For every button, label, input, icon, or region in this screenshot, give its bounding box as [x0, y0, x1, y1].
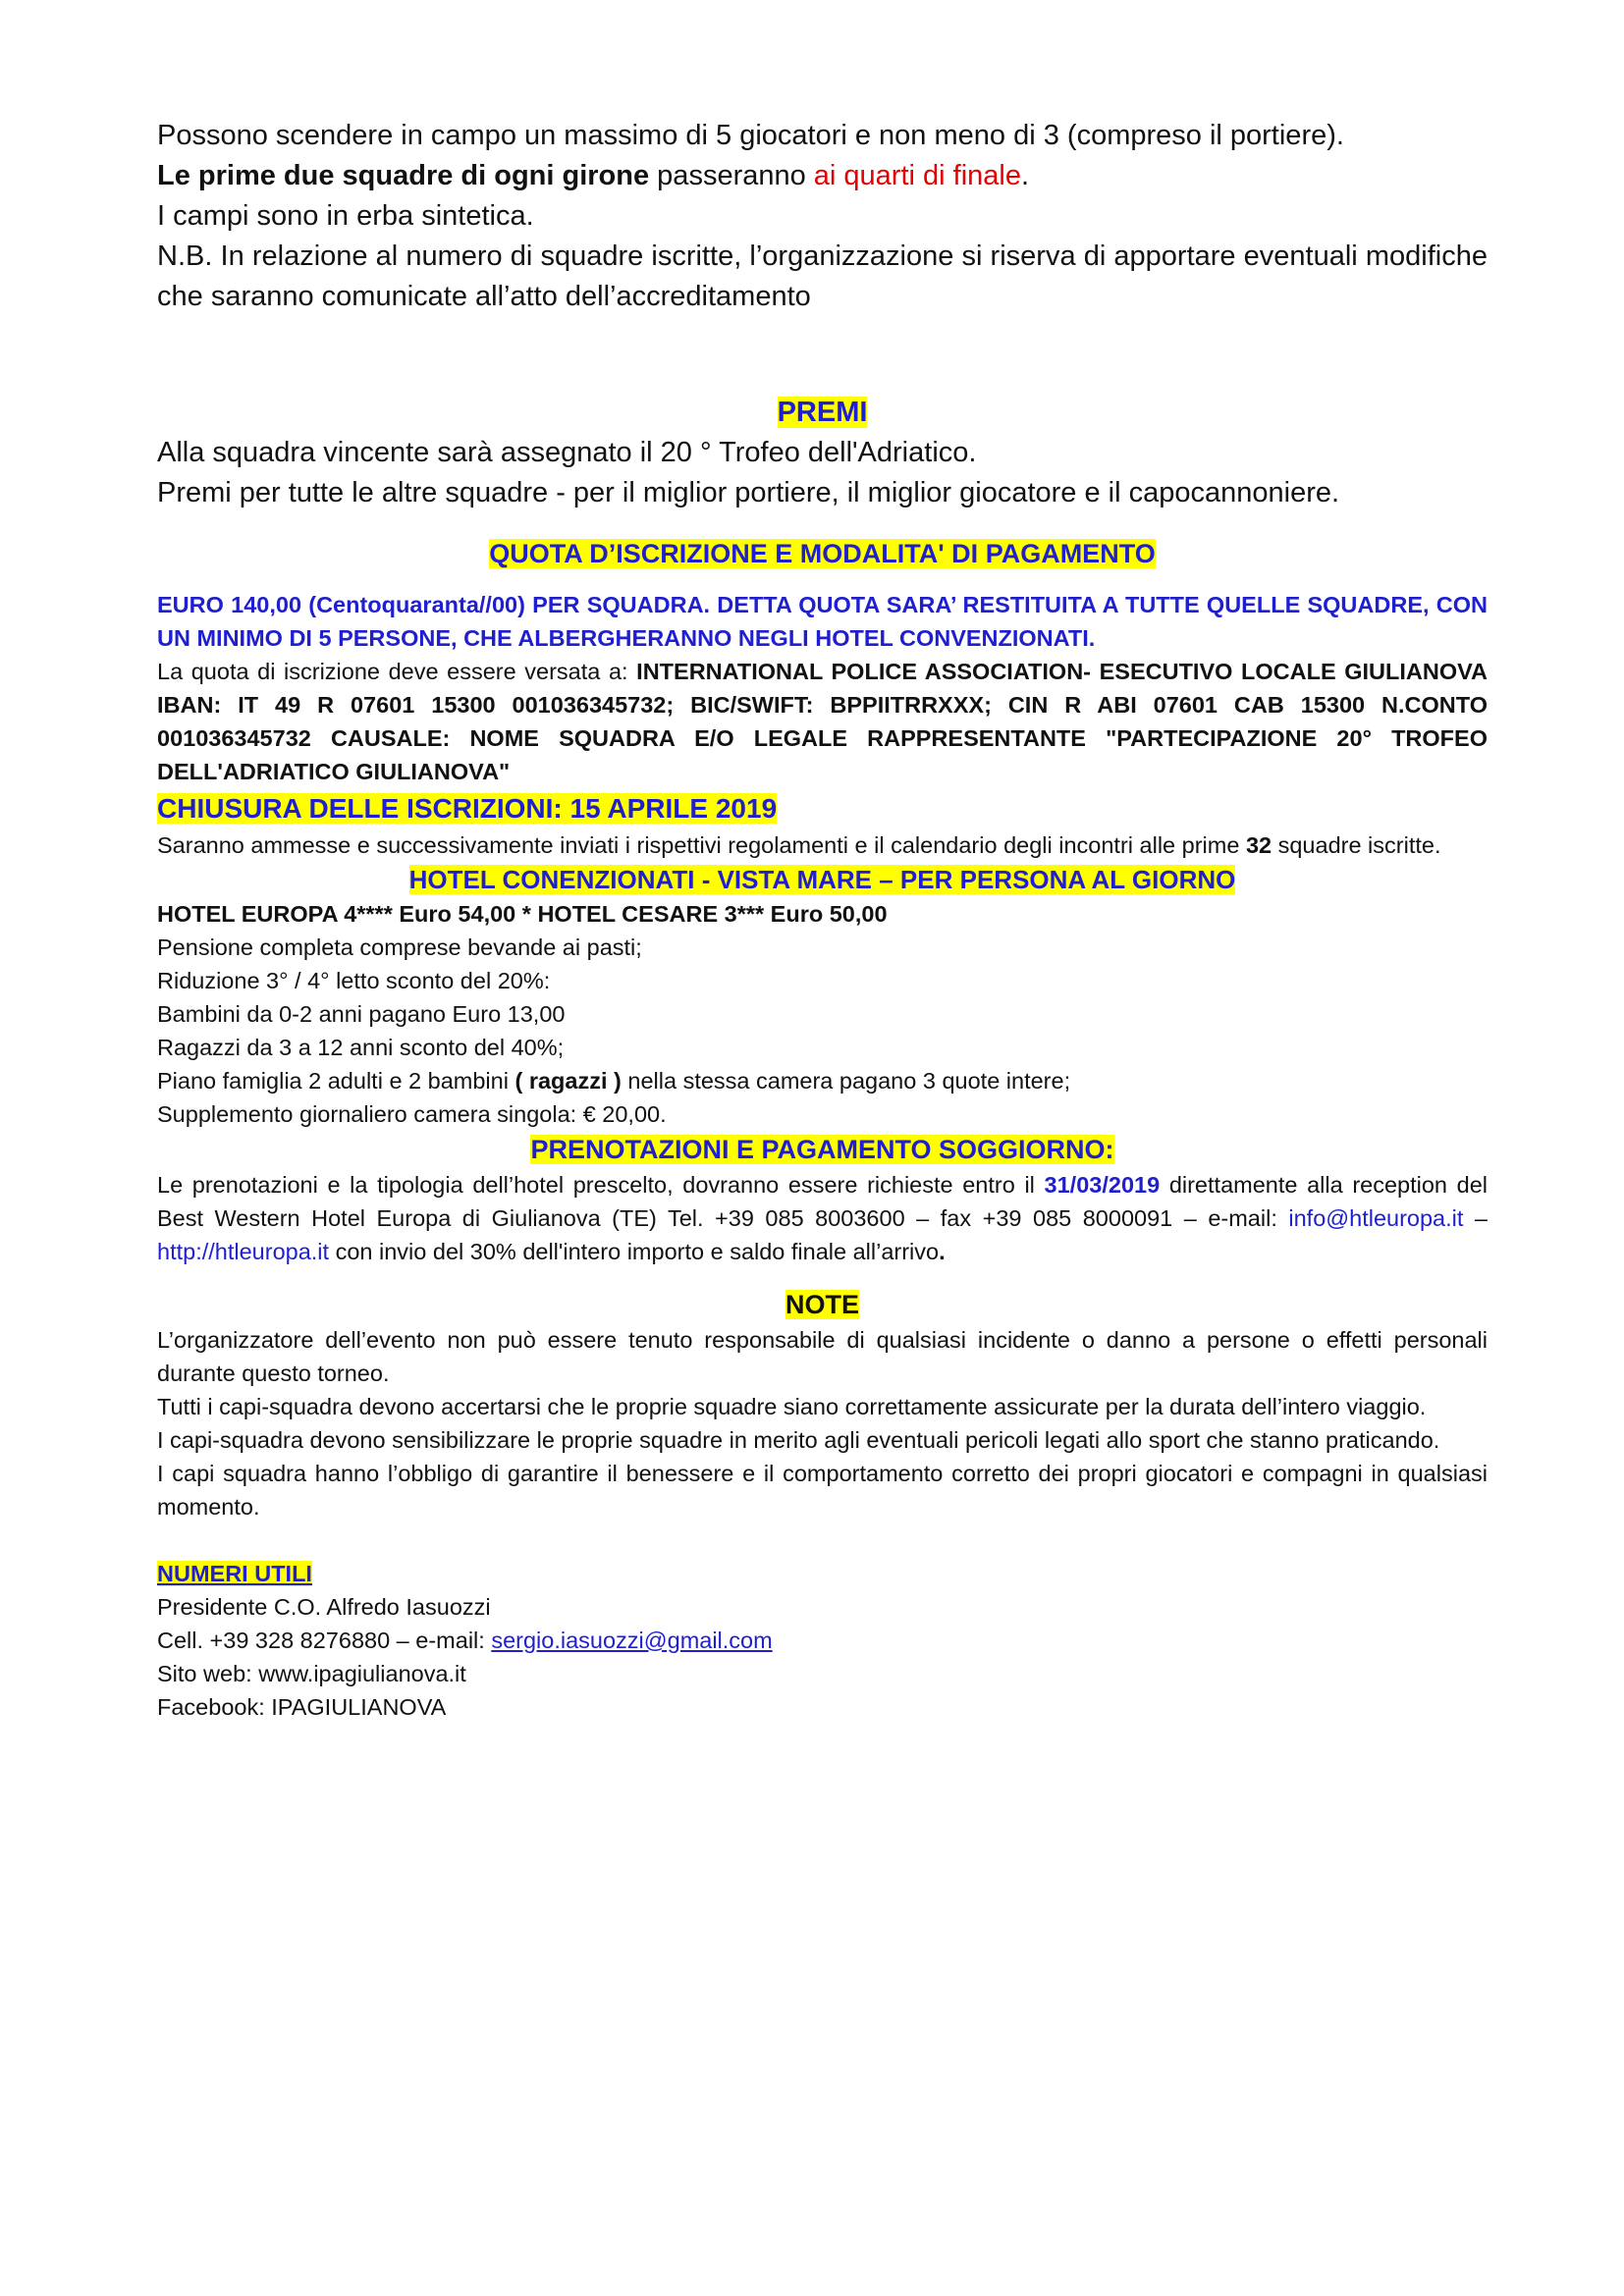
- hotel-famiglia-a: Piano famiglia 2 adulti e 2 bambini: [157, 1068, 515, 1094]
- intro-line-players: Possono scendere in campo un massimo di 5 giocatori e non meno di 3 (compreso il portiere).: [157, 120, 1344, 151]
- prenotazioni-text: [157, 1168, 1488, 1268]
- numeri-sito: Sito web: www.ipagiulianova.it: [157, 1661, 466, 1686]
- intro-mid-text: passeranno: [649, 160, 814, 191]
- numeri-email-link[interactable]: sergio.iasuozzi@gmail.com: [491, 1628, 773, 1653]
- intro-line-fields: I campi sono in erba sintetica.: [157, 200, 534, 232]
- hotel-line-supplemento: Supplemento giornaliero camera singola: € 20,00.: [157, 1101, 667, 1127]
- numeri-cell-line: [157, 1624, 1488, 1657]
- chiusura-number: 32: [1245, 832, 1272, 858]
- hotel-line-bambini: Bambini da 0-2 anni pagano Euro 13,00: [157, 1001, 566, 1027]
- note-section: [157, 1286, 1488, 1523]
- prenotazioni-dot: .: [939, 1239, 946, 1264]
- intro-section: [157, 116, 1488, 317]
- chiusura-heading: CHIUSURA DELLE ISCRIZIONI: 15 APRILE 2019: [157, 793, 778, 824]
- premi-line-others: Premi per tutte le altre squadre - per il miglior portiere, il miglior giocatore e il capocannoniere.: [157, 477, 1340, 508]
- numeri-heading: NUMERI UTILI: [157, 1561, 312, 1586]
- quota-heading-row: [157, 535, 1488, 572]
- intro-bold-text: Le prime due squadre di ogni girone: [157, 160, 650, 191]
- hotel-famiglia-bold: ( ragazzi ): [514, 1068, 622, 1094]
- premi-line-winner: Alla squadra vincente sarà assegnato il 20 ° Trofeo dell'Adriatico.: [157, 437, 977, 468]
- hotel-famiglia-b: nella stessa camera pagano 3 quote intere;: [621, 1068, 1071, 1094]
- prenotazioni-text-a: Le prenotazioni e la tipologia dell’hotel prescelto, dovranno essere richieste entro il: [157, 1172, 1045, 1198]
- hotel-section: [157, 862, 1488, 1131]
- chiusura-heading-row: [157, 788, 1488, 828]
- note-paragraph-1: L’organizzatore dell’evento non può essere tenuto responsabile di qualsiasi incidente o danno a persone o effetti personali durante questo torneo.: [157, 1327, 1488, 1386]
- hotel-prices: HOTEL EUROPA 4**** Euro 54,00 * HOTEL CESARE 3*** Euro 50,00: [157, 901, 888, 927]
- note-heading: NOTE: [785, 1290, 859, 1319]
- quota-euro-text: EURO 140,00 (Centoquaranta//00) PER SQUADRA. DETTA QUOTA SARA’ RESTITUITA A TUTTE QUELLE SQUADRE, CON UN MINIMO DI 5 PERSONE, CHE ALBERGHERANNO NEGLI HOTEL CONVENZIONATI.: [157, 592, 1488, 651]
- document-page: [157, 116, 1488, 1724]
- numeri-heading-row: [157, 1557, 1488, 1590]
- numeri-facebook: Facebook: IPAGIULIANOVA: [157, 1694, 447, 1720]
- intro-line-nb: N.B. In relazione al numero di squadre iscritte, l’organizzazione si riserva di apportare eventuali modifiche che saranno comunicate all’atto dell’accreditamento: [157, 240, 1488, 312]
- prenotazioni-heading-row: [157, 1131, 1488, 1168]
- numeri-cell: Cell. +39 328 8276880 – e-mail:: [157, 1628, 492, 1653]
- premi-section: [157, 393, 1488, 513]
- hotel-heading: HOTEL CONENZIONATI - VISTA MARE – PER PERSONA AL GIORNO: [408, 865, 1236, 894]
- intro-end-text: .: [1020, 160, 1030, 191]
- premi-heading: PREMI: [777, 397, 868, 428]
- prenotazioni-email-link[interactable]: info@htleuropa.it: [1288, 1205, 1464, 1231]
- numeri-presidente: Presidente C.O. Alfredo Iasuozzi: [157, 1594, 491, 1620]
- chiusura-section: [157, 788, 1488, 862]
- hotel-line-ragazzi: Ragazzi da 3 a 12 anni sconto del 40%;: [157, 1035, 565, 1060]
- intro-line-qualify: [157, 156, 1488, 196]
- note-paragraph-4: I capi squadra hanno l’obbligo di garantire il benessere e il comportamento corretto dei propri giocatori e compagni in qualsiasi momento.: [157, 1461, 1488, 1520]
- quota-payment-intro: La quota di iscrizione deve essere versata a:: [157, 659, 637, 684]
- premi-heading-row: [157, 393, 1488, 433]
- prenotazioni-date: 31/03/2019: [1044, 1172, 1161, 1198]
- quota-section: [157, 535, 1488, 788]
- hotel-line-famiglia: [157, 1064, 1488, 1097]
- chiusura-text: [157, 828, 1488, 862]
- hotel-line-riduzione: Riduzione 3° / 4° letto sconto del 20%:: [157, 968, 551, 993]
- prenotazioni-text-b: direttamente alla reception del Best Western Hotel Europa di Giulianova (TE) Tel. +39 085 8003600 – fax +39 085 8000091 – e-mail:: [157, 1172, 1489, 1231]
- note-paragraph-3: I capi-squadra devono sensibilizzare le proprie squadre in merito agli eventuali pericoli legati allo sport che stanno praticando.: [157, 1427, 1440, 1453]
- prenotazioni-dash: –: [1463, 1205, 1488, 1231]
- prenotazioni-url-link[interactable]: http://htleuropa.it: [157, 1239, 330, 1264]
- quota-heading: QUOTA D’ISCRIZIONE E MODALITA' DI PAGAMENTO: [489, 539, 1156, 568]
- quota-payment-details: INTERNATIONAL POLICE ASSOCIATION- ESECUTIVO LOCALE GIULIANOVA IBAN: IT 49 R 07601 15300 001036345732; BIC/SWIFT: BPPIITRRXXX; CIN R ABI 07601 CAB 15300 N.CONTO 001036345732 CAUSALE: NOME SQUADRA E/O LEGALE RAPPRESENTANTE "PARTECIPAZIONE 20° TROFEO DELL'ADRIATICO GIULIANOVA": [157, 659, 1489, 784]
- hotel-heading-row: [157, 862, 1488, 897]
- hotel-line-pensione: Pensione completa comprese bevande ai pasti;: [157, 934, 642, 960]
- numeri-section: [157, 1557, 1488, 1724]
- chiusura-text-b: squadre iscritte.: [1272, 832, 1441, 858]
- chiusura-text-a: Saranno ammesse e successivamente inviati i rispettivi regolamenti e il calendario degli incontri alle prime: [157, 832, 1246, 858]
- note-paragraph-2: Tutti i capi-squadra devono accertarsi che le proprie squadre siano correttamente assicurate per la durata dell’intero viaggio.: [157, 1394, 1427, 1419]
- quota-payment-text: [157, 655, 1488, 788]
- note-heading-row: [157, 1286, 1488, 1323]
- prenotazioni-section: [157, 1131, 1488, 1268]
- prenotazioni-heading: PRENOTAZIONI E PAGAMENTO SOGGIORNO:: [530, 1135, 1114, 1164]
- intro-red-text: ai quarti di finale: [813, 160, 1021, 191]
- prenotazioni-text-c: con invio del 30% dell'intero importo e saldo finale all’arrivo: [329, 1239, 940, 1264]
